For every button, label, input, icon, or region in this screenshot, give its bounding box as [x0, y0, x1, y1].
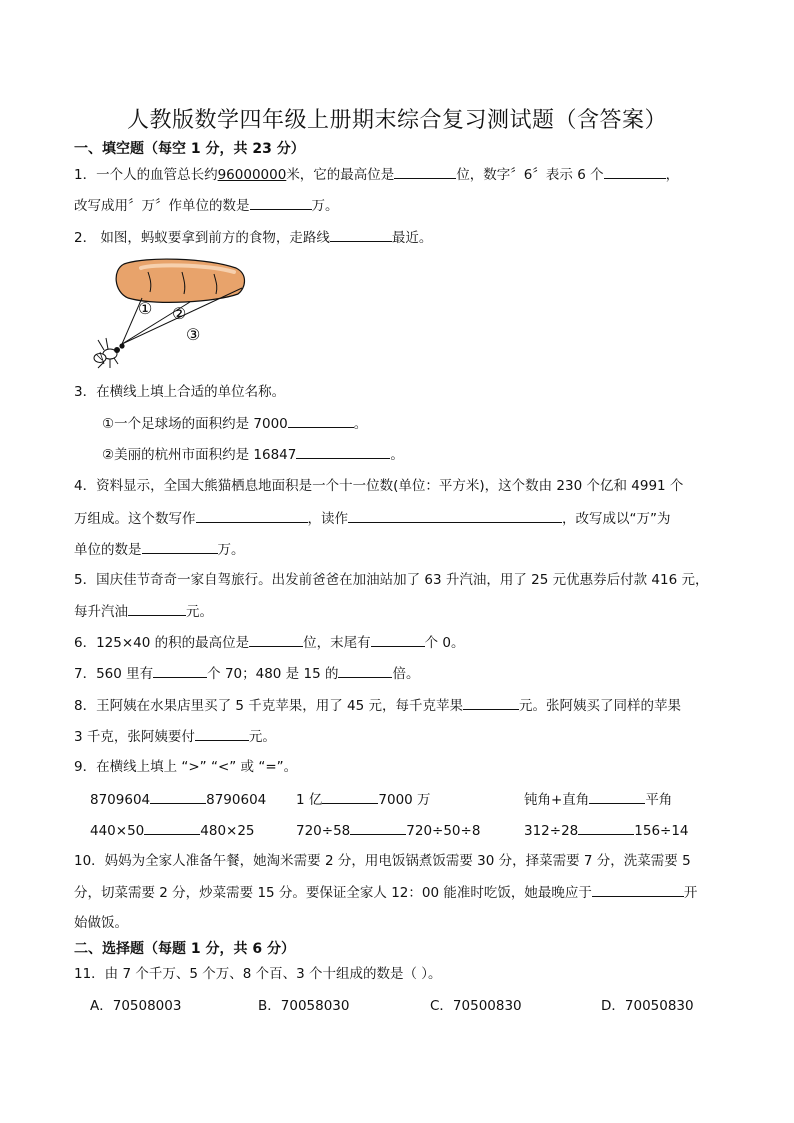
- q1-blank-2[interactable]: [604, 164, 666, 179]
- section-fill-in-heading: 一、填空题（每空 1 分，共 23 分）: [74, 141, 305, 157]
- q1-text-d: ，: [665, 167, 680, 183]
- question-3: 3．在横线上填上合适的单位名称。: [74, 384, 286, 400]
- compare-row-2-item-1: [90, 820, 255, 841]
- q3-item1-text: ①一个足球场的面积约是 7000: [102, 416, 288, 432]
- q7-blank-1[interactable]: [153, 663, 207, 678]
- q2-blank[interactable]: [330, 227, 392, 242]
- q6-text-c: 个 0。: [424, 635, 465, 651]
- compare-left: 312÷28: [524, 823, 579, 839]
- question-9: 9．在横线上填上 “>” “<” 或 “=”。: [74, 759, 298, 775]
- q1-text-e: 改写成用〞万〞作单位的数是: [74, 198, 250, 214]
- q6-blank-1[interactable]: [249, 632, 303, 647]
- q3-item2-text: ②美丽的杭州市面积约是 16847: [102, 447, 297, 463]
- question-6: [74, 632, 465, 653]
- option-a[interactable]: A．70508003: [90, 998, 182, 1014]
- compare-blank[interactable]: [150, 789, 206, 804]
- compare-right: 480×25: [200, 823, 255, 839]
- q7-text-a: 7．560 里有: [74, 666, 154, 682]
- compare-row-2-item-2: [296, 820, 480, 841]
- page-title: 人教版数学四年级上册期末综合复习测试题（含答案）: [126, 108, 667, 133]
- compare-left: 钝角+直角: [524, 792, 590, 808]
- compare-left: 8709604: [90, 792, 151, 808]
- option-c[interactable]: C．70500830: [430, 998, 522, 1014]
- compare-right: 平角: [645, 792, 673, 808]
- q8-blank-2[interactable]: [195, 726, 249, 741]
- path-label-3: ③: [186, 325, 201, 344]
- ant-bread-figure: [86, 254, 252, 372]
- q10-text-c: 开: [683, 885, 698, 901]
- compare-blank[interactable]: [578, 820, 634, 835]
- compare-right: 156÷14: [634, 823, 689, 839]
- path-label-2: ②: [172, 304, 187, 323]
- q5-text-b: 每升汽油: [74, 604, 128, 620]
- question-1-line-2: [74, 195, 339, 216]
- section-choice-heading: 二、选择题（每题 1 分，共 6 分）: [74, 941, 295, 957]
- q2-text-b: 最近。: [391, 230, 433, 246]
- q7-text-c: 倍。: [392, 666, 420, 682]
- compare-row-2-item-3: [524, 820, 689, 841]
- question-10-line-3: 始做饭。: [74, 915, 128, 931]
- compare-blank[interactable]: [144, 820, 200, 835]
- q4-text-f: 万。: [217, 542, 245, 558]
- q1-blank-3[interactable]: [250, 195, 312, 210]
- q3-blank-2[interactable]: [296, 444, 390, 459]
- q1-text-f: 万。: [311, 198, 339, 214]
- q2-text-a: 2． 如图，蚂蚁要拿到前方的食物，走路线: [74, 230, 330, 246]
- compare-blank[interactable]: [589, 789, 645, 804]
- q8-text-c: 3 千克，张阿姨要付: [74, 729, 195, 745]
- ant-image: [94, 338, 125, 368]
- q4-text-e: 单位的数是: [74, 542, 142, 558]
- q3-item1-end: 。: [353, 416, 368, 432]
- compare-blank[interactable]: [322, 789, 378, 804]
- q1-text-b: 米，它的最高位是: [286, 167, 395, 183]
- compare-right: 8790604: [206, 792, 267, 808]
- compare-left: 440×50: [90, 823, 145, 839]
- q3-item2-end: 。: [390, 447, 404, 463]
- q4-blank-read[interactable]: [348, 508, 562, 523]
- q4-blank-wan[interactable]: [142, 539, 218, 554]
- path-label-1: ①: [138, 299, 153, 318]
- question-1-line-1: [74, 164, 679, 185]
- question-3-item-1: [102, 413, 367, 434]
- question-2: [74, 227, 432, 248]
- q5-text-c: 元。: [186, 604, 213, 620]
- q4-text-c: ，读作: [307, 511, 348, 527]
- compare-row-1-item-2: [296, 789, 431, 810]
- q7-blank-2[interactable]: [338, 663, 392, 678]
- q7-text-b: 个 70；480 是 15 的: [207, 666, 339, 682]
- compare-left: 1 亿: [296, 792, 323, 808]
- question-4-line-2: [74, 508, 671, 529]
- question-5-line-2: [74, 601, 213, 622]
- q10-text-b: 分，切菜需要 2 分，炒菜需要 15 分。要保证全家人 12：00 能准时吃饭，她最晚应于: [74, 885, 592, 901]
- q5-blank[interactable]: [128, 601, 186, 616]
- q6-text-b: 位，末尾有: [303, 635, 371, 651]
- question-7: [74, 663, 419, 684]
- q8-blank-1[interactable]: [463, 695, 519, 710]
- q4-text-b: 万组成。这个数写作: [74, 511, 196, 527]
- compare-blank[interactable]: [350, 820, 406, 835]
- q10-blank[interactable]: [592, 882, 684, 897]
- question-11: 11．由 7 个千万、5 个万、8 个百、3 个十组成的数是（ ）。: [74, 966, 442, 982]
- q1-value: 96000000: [217, 167, 287, 183]
- q6-text-a: 6．125×40 的积的最高位是: [74, 635, 250, 651]
- question-3-item-2: [102, 444, 404, 465]
- q4-blank-write[interactable]: [196, 508, 308, 523]
- q1-blank-1[interactable]: [394, 164, 456, 179]
- question-10-line-2: [74, 882, 697, 903]
- q4-text-d: ，改写成以“万”为: [562, 511, 671, 527]
- q1-text-a: 1．一个人的血管总长约: [74, 167, 218, 183]
- compare-left: 720÷58: [296, 823, 351, 839]
- q8-text-b: 元。张阿姨买了同样的苹果: [519, 698, 682, 714]
- q3-blank-1[interactable]: [288, 413, 354, 428]
- compare-right: 720÷50÷8: [406, 823, 481, 839]
- question-8-line-2: [74, 726, 276, 747]
- compare-row-1-item-3: [524, 789, 672, 810]
- option-b[interactable]: B．70058030: [258, 998, 350, 1014]
- question-10-line-1: 10．妈妈为全家人准备午餐，她淘米需要 2 分，用电饭锅煮饭需要 30 分，择菜需要 7 分，洗菜需要 5: [74, 853, 691, 869]
- question-4-line-1: 4．资料显示，全国大熊猫栖息地面积是一个十一位数(单位：平方米)，这个数由 230 个亿和 4991 个: [74, 478, 684, 494]
- q8-text-a: 8．王阿姨在水果店里买了 5 千克苹果，用了 45 元，每千克苹果: [74, 698, 464, 714]
- compare-row-1-item-1: [90, 789, 266, 810]
- option-d[interactable]: D．70050830: [601, 998, 694, 1014]
- question-8-line-1: [74, 695, 681, 716]
- q8-text-d: 元。: [248, 729, 276, 745]
- compare-right: 7000 万: [378, 792, 431, 808]
- question-5-line-1: 5．国庆佳节奇奇一家自驾旅行。出发前爸爸在加油站加了 63 升汽油，用了 25 元优惠券后付款 416 元，: [74, 572, 709, 588]
- question-4-line-3: [74, 539, 245, 560]
- q1-text-c: 位，数字〞6〞表示 6 个: [456, 167, 604, 183]
- q6-blank-2[interactable]: [371, 632, 425, 647]
